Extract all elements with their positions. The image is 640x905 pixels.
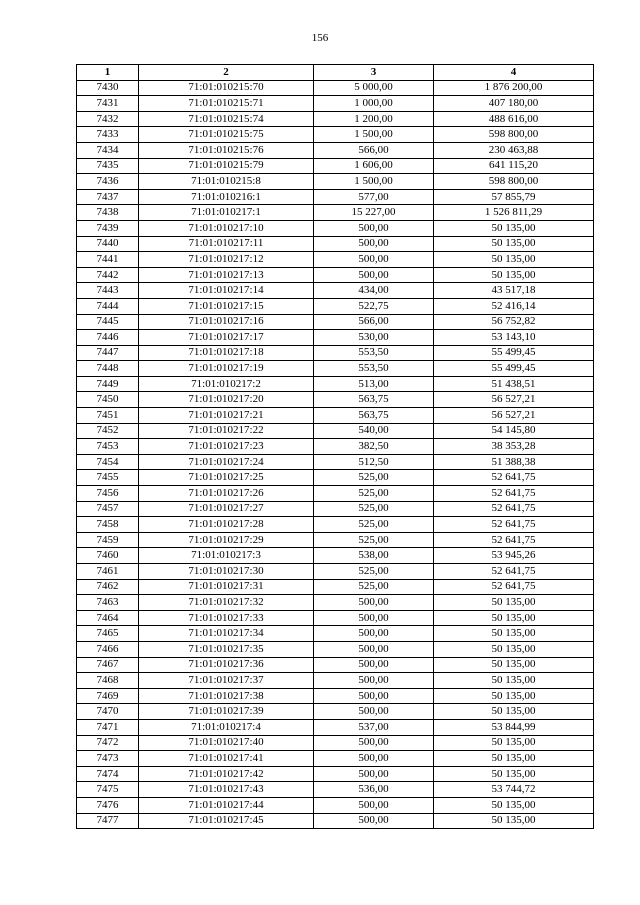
cadastral-number-cell: 71:01:010215:71 xyxy=(139,96,314,112)
row-number-cell: 7461 xyxy=(77,564,139,580)
area-cell: 525,00 xyxy=(314,486,434,502)
area-cell: 566,00 xyxy=(314,314,434,330)
table-body xyxy=(77,80,594,829)
table-row xyxy=(77,641,594,657)
row-number-cell: 7458 xyxy=(77,517,139,533)
row-number-cell: 7466 xyxy=(77,641,139,657)
value-cell: 50 135,00 xyxy=(434,220,594,236)
cadastral-number-cell: 71:01:010217:13 xyxy=(139,267,314,283)
value-cell: 57 855,79 xyxy=(434,189,594,205)
table-row xyxy=(77,142,594,158)
value-cell: 52 641,75 xyxy=(434,579,594,595)
table-row xyxy=(77,813,594,829)
value-cell: 53 744,72 xyxy=(434,782,594,798)
cadastral-number-cell: 71:01:010217:38 xyxy=(139,688,314,704)
cadastral-number-cell: 71:01:010217:34 xyxy=(139,626,314,642)
cadastral-number-cell: 71:01:010215:70 xyxy=(139,80,314,96)
table-row xyxy=(77,298,594,314)
land-plot-table xyxy=(76,64,594,829)
cadastral-number-cell: 71:01:010217:2 xyxy=(139,376,314,392)
table-row xyxy=(77,501,594,517)
column-header-4: 4 xyxy=(434,65,594,81)
table-row xyxy=(77,595,594,611)
table-row xyxy=(77,719,594,735)
area-cell: 500,00 xyxy=(314,220,434,236)
cadastral-number-cell: 71:01:010217:20 xyxy=(139,392,314,408)
area-cell: 500,00 xyxy=(314,673,434,689)
area-cell: 1 500,00 xyxy=(314,127,434,143)
value-cell: 50 135,00 xyxy=(434,236,594,252)
row-number-cell: 7445 xyxy=(77,314,139,330)
value-cell: 50 135,00 xyxy=(434,704,594,720)
table-row xyxy=(77,361,594,377)
table-row xyxy=(77,96,594,112)
area-cell: 500,00 xyxy=(314,236,434,252)
row-number-cell: 7449 xyxy=(77,376,139,392)
table-row xyxy=(77,704,594,720)
row-number-cell: 7473 xyxy=(77,751,139,767)
area-cell: 522,75 xyxy=(314,298,434,314)
value-cell: 52 641,75 xyxy=(434,486,594,502)
value-cell: 56 527,21 xyxy=(434,392,594,408)
table-row xyxy=(77,610,594,626)
value-cell: 50 135,00 xyxy=(434,688,594,704)
row-number-cell: 7447 xyxy=(77,345,139,361)
table-row xyxy=(77,454,594,470)
area-cell: 500,00 xyxy=(314,751,434,767)
cadastral-number-cell: 71:01:010217:30 xyxy=(139,564,314,580)
cadastral-number-cell: 71:01:010217:3 xyxy=(139,548,314,564)
cadastral-number-cell: 71:01:010217:45 xyxy=(139,813,314,829)
area-cell: 525,00 xyxy=(314,470,434,486)
cadastral-number-cell: 71:01:010217:41 xyxy=(139,751,314,767)
table-row xyxy=(77,345,594,361)
row-number-cell: 7435 xyxy=(77,158,139,174)
row-number-cell: 7444 xyxy=(77,298,139,314)
table-row xyxy=(77,782,594,798)
area-cell: 500,00 xyxy=(314,735,434,751)
table-row xyxy=(77,189,594,205)
table-header-row xyxy=(77,65,594,81)
row-number-cell: 7451 xyxy=(77,408,139,424)
cadastral-number-cell: 71:01:010217:18 xyxy=(139,345,314,361)
value-cell: 50 135,00 xyxy=(434,797,594,813)
table-row xyxy=(77,735,594,751)
value-cell: 50 135,00 xyxy=(434,267,594,283)
value-cell: 230 463,88 xyxy=(434,142,594,158)
row-number-cell: 7457 xyxy=(77,501,139,517)
area-cell: 434,00 xyxy=(314,283,434,299)
value-cell: 52 416,14 xyxy=(434,298,594,314)
row-number-cell: 7437 xyxy=(77,189,139,205)
cadastral-number-cell: 71:01:010217:31 xyxy=(139,579,314,595)
cadastral-number-cell: 71:01:010217:15 xyxy=(139,298,314,314)
table-row xyxy=(77,111,594,127)
row-number-cell: 7454 xyxy=(77,454,139,470)
value-cell: 54 145,80 xyxy=(434,423,594,439)
area-cell: 525,00 xyxy=(314,579,434,595)
value-cell: 52 641,75 xyxy=(434,501,594,517)
area-cell: 540,00 xyxy=(314,423,434,439)
area-cell: 525,00 xyxy=(314,532,434,548)
area-cell: 577,00 xyxy=(314,189,434,205)
table-row xyxy=(77,439,594,455)
cadastral-number-cell: 71:01:010217:44 xyxy=(139,797,314,813)
row-number-cell: 7474 xyxy=(77,766,139,782)
value-cell: 38 353,28 xyxy=(434,439,594,455)
row-number-cell: 7432 xyxy=(77,111,139,127)
area-cell: 537,00 xyxy=(314,719,434,735)
table-row xyxy=(77,517,594,533)
value-cell: 50 135,00 xyxy=(434,595,594,611)
area-cell: 563,75 xyxy=(314,408,434,424)
cadastral-number-cell: 71:01:010217:33 xyxy=(139,610,314,626)
row-number-cell: 7439 xyxy=(77,220,139,236)
area-cell: 1 500,00 xyxy=(314,174,434,190)
row-number-cell: 7467 xyxy=(77,657,139,673)
row-number-cell: 7468 xyxy=(77,673,139,689)
value-cell: 53 844,99 xyxy=(434,719,594,735)
table-row xyxy=(77,127,594,143)
row-number-cell: 7431 xyxy=(77,96,139,112)
table-row xyxy=(77,673,594,689)
table-row xyxy=(77,376,594,392)
value-cell: 1 876 200,00 xyxy=(434,80,594,96)
value-cell: 52 641,75 xyxy=(434,532,594,548)
area-cell: 513,00 xyxy=(314,376,434,392)
row-number-cell: 7477 xyxy=(77,813,139,829)
cadastral-number-cell: 71:01:010215:75 xyxy=(139,127,314,143)
row-number-cell: 7438 xyxy=(77,205,139,221)
cadastral-number-cell: 71:01:010217:35 xyxy=(139,641,314,657)
area-cell: 5 000,00 xyxy=(314,80,434,96)
row-number-cell: 7452 xyxy=(77,423,139,439)
value-cell: 53 143,10 xyxy=(434,330,594,346)
cadastral-number-cell: 71:01:010217:14 xyxy=(139,283,314,299)
value-cell: 50 135,00 xyxy=(434,610,594,626)
cadastral-number-cell: 71:01:010217:10 xyxy=(139,220,314,236)
area-cell: 500,00 xyxy=(314,267,434,283)
row-number-cell: 7441 xyxy=(77,252,139,268)
value-cell: 50 135,00 xyxy=(434,657,594,673)
cadastral-number-cell: 71:01:010217:42 xyxy=(139,766,314,782)
cadastral-number-cell: 71:01:010216:1 xyxy=(139,189,314,205)
area-cell: 525,00 xyxy=(314,517,434,533)
cadastral-number-cell: 71:01:010217:1 xyxy=(139,205,314,221)
area-cell: 525,00 xyxy=(314,501,434,517)
value-cell: 598 800,00 xyxy=(434,127,594,143)
row-number-cell: 7459 xyxy=(77,532,139,548)
cadastral-number-cell: 71:01:010217:4 xyxy=(139,719,314,735)
cadastral-number-cell: 71:01:010217:16 xyxy=(139,314,314,330)
table-row xyxy=(77,314,594,330)
table-row xyxy=(77,158,594,174)
value-cell: 55 499,45 xyxy=(434,361,594,377)
area-cell: 536,00 xyxy=(314,782,434,798)
row-number-cell: 7430 xyxy=(77,80,139,96)
value-cell: 50 135,00 xyxy=(434,751,594,767)
cadastral-number-cell: 71:01:010215:76 xyxy=(139,142,314,158)
table-row xyxy=(77,626,594,642)
cadastral-number-cell: 71:01:010217:39 xyxy=(139,704,314,720)
area-cell: 1 000,00 xyxy=(314,96,434,112)
row-number-cell: 7440 xyxy=(77,236,139,252)
table-row xyxy=(77,470,594,486)
cadastral-number-cell: 71:01:010217:17 xyxy=(139,330,314,346)
row-number-cell: 7433 xyxy=(77,127,139,143)
table-row xyxy=(77,657,594,673)
cadastral-number-cell: 71:01:010217:43 xyxy=(139,782,314,798)
row-number-cell: 7464 xyxy=(77,610,139,626)
value-cell: 52 641,75 xyxy=(434,470,594,486)
row-number-cell: 7442 xyxy=(77,267,139,283)
row-number-cell: 7450 xyxy=(77,392,139,408)
row-number-cell: 7463 xyxy=(77,595,139,611)
value-cell: 43 517,18 xyxy=(434,283,594,299)
area-cell: 500,00 xyxy=(314,610,434,626)
cadastral-number-cell: 71:01:010215:8 xyxy=(139,174,314,190)
table-row xyxy=(77,797,594,813)
area-cell: 1 200,00 xyxy=(314,111,434,127)
table-row xyxy=(77,766,594,782)
table-row xyxy=(77,564,594,580)
area-cell: 500,00 xyxy=(314,688,434,704)
value-cell: 53 945,26 xyxy=(434,548,594,564)
cadastral-number-cell: 71:01:010215:74 xyxy=(139,111,314,127)
row-number-cell: 7460 xyxy=(77,548,139,564)
page-number: 156 xyxy=(311,32,329,44)
row-number-cell: 7446 xyxy=(77,330,139,346)
column-header-2: 2 xyxy=(139,65,314,81)
cadastral-number-cell: 71:01:010217:19 xyxy=(139,361,314,377)
cadastral-number-cell: 71:01:010217:25 xyxy=(139,470,314,486)
area-cell: 553,50 xyxy=(314,345,434,361)
table-row xyxy=(77,548,594,564)
value-cell: 52 641,75 xyxy=(434,517,594,533)
value-cell: 641 115,20 xyxy=(434,158,594,174)
cadastral-number-cell: 71:01:010217:36 xyxy=(139,657,314,673)
area-cell: 500,00 xyxy=(314,626,434,642)
area-cell: 538,00 xyxy=(314,548,434,564)
area-cell: 563,75 xyxy=(314,392,434,408)
table-row xyxy=(77,236,594,252)
table-row xyxy=(77,579,594,595)
row-number-cell: 7475 xyxy=(77,782,139,798)
row-number-cell: 7455 xyxy=(77,470,139,486)
cadastral-number-cell: 71:01:010217:37 xyxy=(139,673,314,689)
value-cell: 50 135,00 xyxy=(434,626,594,642)
cadastral-number-cell: 71:01:010217:24 xyxy=(139,454,314,470)
table-row xyxy=(77,408,594,424)
row-number-cell: 7465 xyxy=(77,626,139,642)
row-number-cell: 7456 xyxy=(77,486,139,502)
cadastral-number-cell: 71:01:010217:27 xyxy=(139,501,314,517)
row-number-cell: 7470 xyxy=(77,704,139,720)
value-cell: 50 135,00 xyxy=(434,252,594,268)
table-row xyxy=(77,330,594,346)
area-cell: 530,00 xyxy=(314,330,434,346)
area-cell: 500,00 xyxy=(314,252,434,268)
area-cell: 500,00 xyxy=(314,657,434,673)
value-cell: 50 135,00 xyxy=(434,641,594,657)
row-number-cell: 7436 xyxy=(77,174,139,190)
row-number-cell: 7453 xyxy=(77,439,139,455)
cadastral-number-cell: 71:01:010217:23 xyxy=(139,439,314,455)
area-cell: 500,00 xyxy=(314,704,434,720)
cadastral-number-cell: 71:01:010217:21 xyxy=(139,408,314,424)
cadastral-number-cell: 71:01:010217:28 xyxy=(139,517,314,533)
value-cell: 55 499,45 xyxy=(434,345,594,361)
value-cell: 50 135,00 xyxy=(434,735,594,751)
area-cell: 566,00 xyxy=(314,142,434,158)
value-cell: 1 526 811,29 xyxy=(434,205,594,221)
cadastral-number-cell: 71:01:010217:29 xyxy=(139,532,314,548)
value-cell: 51 388,38 xyxy=(434,454,594,470)
row-number-cell: 7434 xyxy=(77,142,139,158)
table-row xyxy=(77,267,594,283)
table-row xyxy=(77,283,594,299)
value-cell: 56 752,82 xyxy=(434,314,594,330)
table-row xyxy=(77,252,594,268)
value-cell: 50 135,00 xyxy=(434,766,594,782)
table-row xyxy=(77,688,594,704)
table-row xyxy=(77,80,594,96)
value-cell: 50 135,00 xyxy=(434,813,594,829)
value-cell: 50 135,00 xyxy=(434,673,594,689)
table-row xyxy=(77,423,594,439)
area-cell: 512,50 xyxy=(314,454,434,470)
area-cell: 15 227,00 xyxy=(314,205,434,221)
table-row xyxy=(77,751,594,767)
area-cell: 500,00 xyxy=(314,766,434,782)
cadastral-number-cell: 71:01:010217:11 xyxy=(139,236,314,252)
area-cell: 500,00 xyxy=(314,813,434,829)
area-cell: 500,00 xyxy=(314,797,434,813)
row-number-cell: 7469 xyxy=(77,688,139,704)
row-number-cell: 7443 xyxy=(77,283,139,299)
row-number-cell: 7471 xyxy=(77,719,139,735)
value-cell: 51 438,51 xyxy=(434,376,594,392)
area-cell: 500,00 xyxy=(314,641,434,657)
cadastral-number-cell: 71:01:010217:40 xyxy=(139,735,314,751)
table-row xyxy=(77,532,594,548)
row-number-cell: 7476 xyxy=(77,797,139,813)
value-cell: 52 641,75 xyxy=(434,564,594,580)
value-cell: 407 180,00 xyxy=(434,96,594,112)
table-row xyxy=(77,205,594,221)
area-cell: 553,50 xyxy=(314,361,434,377)
cadastral-number-cell: 71:01:010217:22 xyxy=(139,423,314,439)
value-cell: 56 527,21 xyxy=(434,408,594,424)
value-cell: 598 800,00 xyxy=(434,174,594,190)
row-number-cell: 7472 xyxy=(77,735,139,751)
value-cell: 488 616,00 xyxy=(434,111,594,127)
column-header-3: 3 xyxy=(314,65,434,81)
cadastral-number-cell: 71:01:010215:79 xyxy=(139,158,314,174)
cadastral-number-cell: 71:01:010217:12 xyxy=(139,252,314,268)
table-row xyxy=(77,220,594,236)
area-cell: 525,00 xyxy=(314,564,434,580)
area-cell: 500,00 xyxy=(314,595,434,611)
table-row xyxy=(77,392,594,408)
area-cell: 1 606,00 xyxy=(314,158,434,174)
table-row xyxy=(77,486,594,502)
table-row xyxy=(77,174,594,190)
column-header-1: 1 xyxy=(77,65,139,81)
row-number-cell: 7462 xyxy=(77,579,139,595)
row-number-cell: 7448 xyxy=(77,361,139,377)
cadastral-number-cell: 71:01:010217:32 xyxy=(139,595,314,611)
cadastral-number-cell: 71:01:010217:26 xyxy=(139,486,314,502)
area-cell: 382,50 xyxy=(314,439,434,455)
